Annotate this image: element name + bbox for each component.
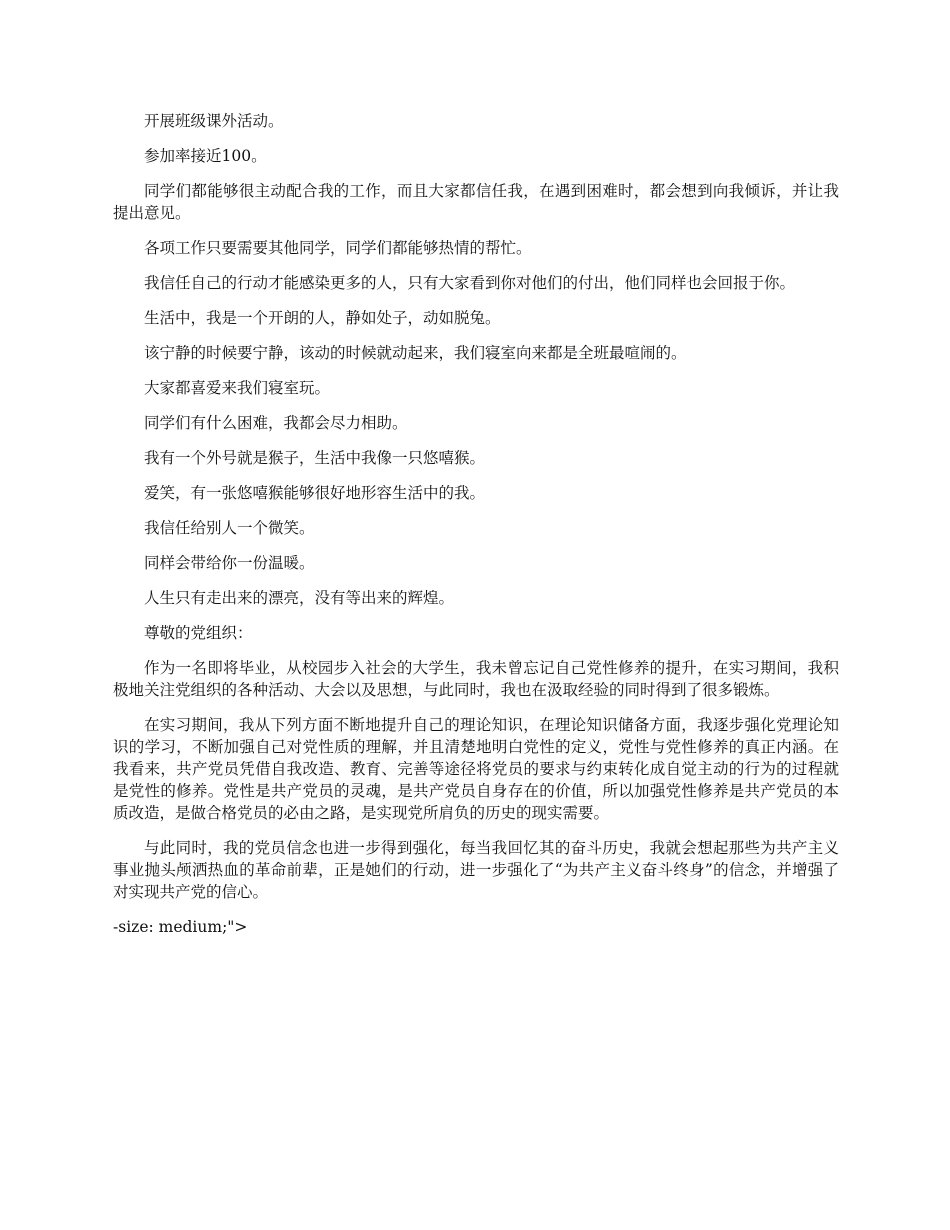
document-body — [113, 110, 839, 938]
paragraph: 该宁静的时候要宁静，该动的时候就动起来，我们寝室向来都是全班最喧闹的。 — [144, 344, 687, 362]
paragraph: 参加率接近100。 — [144, 147, 267, 165]
paragraph: 同学们有什么困难，我都会尽力相助。 — [144, 414, 408, 432]
paragraph: 人生只有走出来的漂亮，没有等出来的辉煌。 — [144, 589, 455, 607]
paragraph: 我有一个外号就是猴子，生活中我像一只悠嘻猴。 — [144, 449, 486, 467]
paragraph: 我信任自己的行动才能感染更多的人，只有大家看到你对他们的付出，他们同样也会回报于你。 — [144, 274, 796, 292]
paragraph: 生活中，我是一个开朗的人，静如处子，动如脱兔。 — [144, 309, 501, 327]
paragraph: 我信任给别人一个微笑。 — [144, 519, 315, 537]
salutation: 尊敬的党组织： — [144, 624, 253, 642]
paragraph: 各项工作只要需要其他同学，同学们都能够热情的帮忙。 — [144, 239, 532, 257]
paragraph: 作为一名即将毕业，从校园步入社会的大学生，我未曾忘记自己党性修养的提升，在实习期间，我积极地关注党组织的各种活动、大会以及思想，与此同时，我也在汲取经验的同时得到了很多锻炼。 — [113, 659, 839, 699]
paragraph: 与此同时，我的党员信念也进一步得到强化，每当我回忆其的奋斗历史，我就会想起那些为共产主义事业抛头颅洒热血的革命前辈，正是她们的行动，进一步强化了“为共产主义奋斗终身”的信念，并增强了对实现共产党的信心。 — [113, 839, 839, 901]
paragraph: 在实习期间，我从下列方面不断地提升自己的理论知识，在理论知识储备方面，我逐步强化党理论知识的学习，不断加强自己对党性质的理解，并且清楚地明白党性的定义，党性与党性修养的真正内涵。在我看来，共产党员凭借自我改造、教育、完善等途径将党员的要求与约束转化成自觉主动的行为的过程就是党性的修养。党性是共产党员的灵魂，是共产党员自身存在的价值，所以加强党性修养是共产党员的本质改造，是做合格党员的必由之路，是实现党所肩负的历史的现实需要。 — [113, 716, 839, 822]
stray-markup-text: -size: medium;"> — [113, 918, 248, 936]
paragraph: 大家都喜爱来我们寝室玩。 — [144, 379, 331, 397]
paragraph: 开展班级课外活动。 — [144, 112, 284, 130]
paragraph: 同样会带给你一份温暖。 — [144, 554, 315, 572]
paragraph: 爱笑，有一张悠嘻猴能够很好地形容生活中的我。 — [144, 484, 486, 502]
paragraph: 同学们都能够很主动配合我的工作，而且大家都信任我，在遇到困难时，都会想到向我倾诉，并让我提出意见。 — [113, 182, 839, 222]
